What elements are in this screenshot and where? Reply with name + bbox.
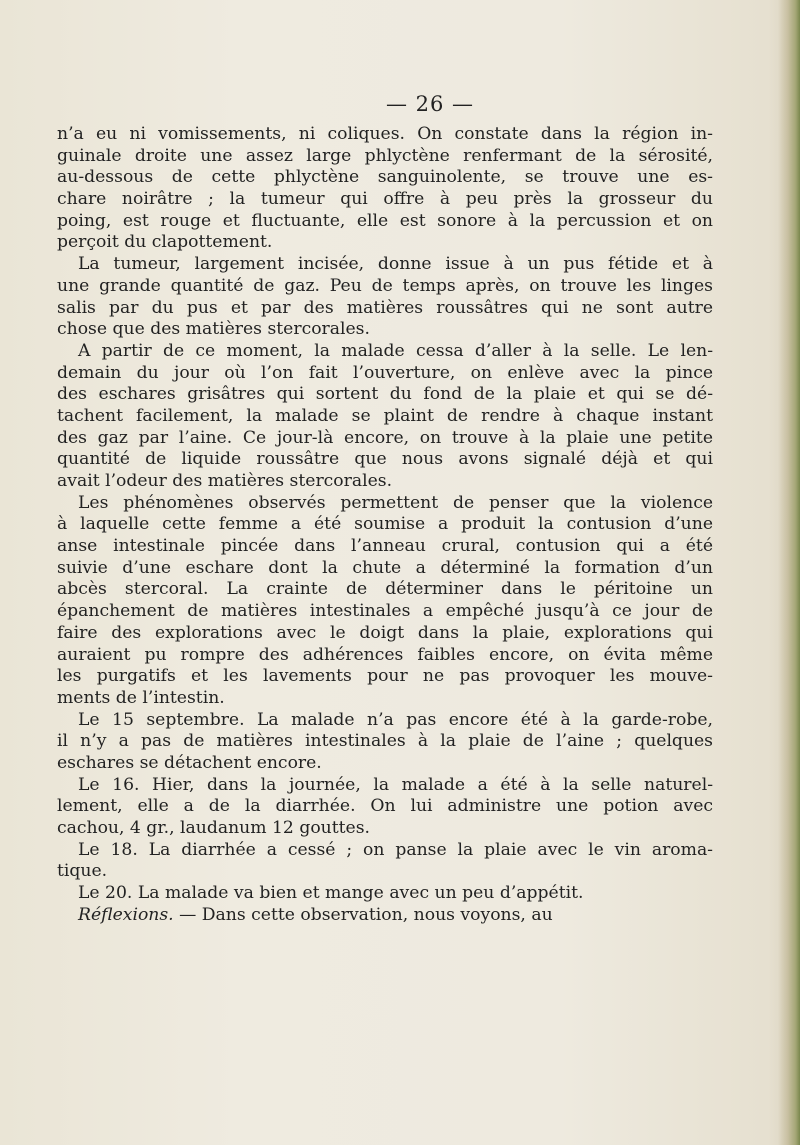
text-line: anse intestinale pincée dans l’anneau crural, contusion qui a été <box>57 536 713 557</box>
text-line <box>57 905 713 927</box>
text-line: Le 15 septembre. La malade n’a pas encore été à la garde-robe, <box>78 709 713 730</box>
text-line: ments de l’intestin. <box>57 687 225 708</box>
text-line: il n’y a pas de matières intestinales à la plaie de l’aine ; quelques <box>57 731 713 752</box>
text-line: tachent facilement, la malade se plaint de rendre à chaque instant <box>57 405 713 426</box>
text-line: demain du jour où l’on fait l’ouverture, on enlève avec la pince <box>57 362 713 383</box>
page-number: — 26 — <box>385 92 475 116</box>
text-line: poing, est rouge et fluctuante, elle est sonore à la percussion et on <box>57 210 713 231</box>
text-line: La tumeur, largement incisée, donne issue à un pus fétide et à <box>78 254 713 275</box>
text-line: Le 18. La diarrhée a cessé ; on panse la plaie avec le vin aroma- <box>78 839 713 860</box>
text-line: perçoit du clapottement. <box>57 232 273 253</box>
text-line: auraient pu rompre des adhérences faibles encore, on évita même <box>57 644 713 665</box>
text-line: une grande quantité de gaz. Peu de temps après, on trouve les linges <box>57 275 713 296</box>
text-line: à laquelle cette femme a été soumise a produit la contusion d’une <box>57 514 713 535</box>
text-line: lement, elle a de la diarrhée. On lui administre une potion avec <box>57 796 713 817</box>
text-line: des eschares grisâtres qui sortent du fond de la plaie et qui se dé- <box>57 384 713 405</box>
text-line: des gaz par l’aine. Ce jour-là encore, on trouve à la plaie une petite <box>57 427 713 448</box>
text-line: épanchement de matières intestinales a empêché jusqu’à ce jour de <box>57 601 713 622</box>
text-line: Le 16. Hier, dans la journée, la malade a été à la selle naturel- <box>78 774 713 795</box>
text-line: faire des explorations avec le doigt dans la plaie, explorations qui <box>57 622 713 643</box>
text-line: A partir de ce moment, la malade cessa d’aller à la selle. Le len- <box>78 340 713 361</box>
text-line: suivie d’une eschare dont la chute a déterminé la formation d’un <box>57 557 713 578</box>
text-line: au-dessous de cette phlyctène sanguinolente, se trouve une es- <box>57 167 713 188</box>
text-line: avait l’odeur des matières stercorales. <box>57 471 393 491</box>
text-line: chose que des matières stercorales. <box>57 319 370 340</box>
reflexions-heading: Réflexions. <box>78 904 174 925</box>
text-line: Les phénomènes observés permettent de penser que la violence <box>78 492 713 513</box>
text-line: tique. <box>57 861 108 882</box>
page-edge-stain <box>778 0 800 1145</box>
text-line: guinale droite une assez large phlyctène renfermant de la sérosité, <box>57 145 713 166</box>
text-line: abcès stercoral. La crainte de déterminer dans le péritoine un <box>57 579 713 600</box>
text-line: quantité de liquide roussâtre que nous avons signalé déjà et qui <box>57 449 713 470</box>
text-line: eschares se détachent encore. <box>57 752 322 773</box>
text-line: cachou, 4 gr., laudanum 12 gouttes. <box>57 818 371 838</box>
text-line: Le 20. La malade va bien et mange avec un peu d’appétit. <box>78 883 584 904</box>
text-line: n’a eu ni vomissements, ni coliques. On constate dans la région in- <box>57 124 713 144</box>
text-line: les purgatifs et les lavements pour ne pas provoquer les mouve- <box>57 666 713 687</box>
reflexions-text: — Dans cette observation, nous voyons, au <box>179 904 553 925</box>
text-line: chare noirâtre ; la tumeur qui offre à peu près la grosseur du <box>57 189 713 210</box>
text-line: salis par du pus et par des matières roussâtres qui ne sont autre <box>57 297 713 318</box>
body-text <box>57 124 713 926</box>
